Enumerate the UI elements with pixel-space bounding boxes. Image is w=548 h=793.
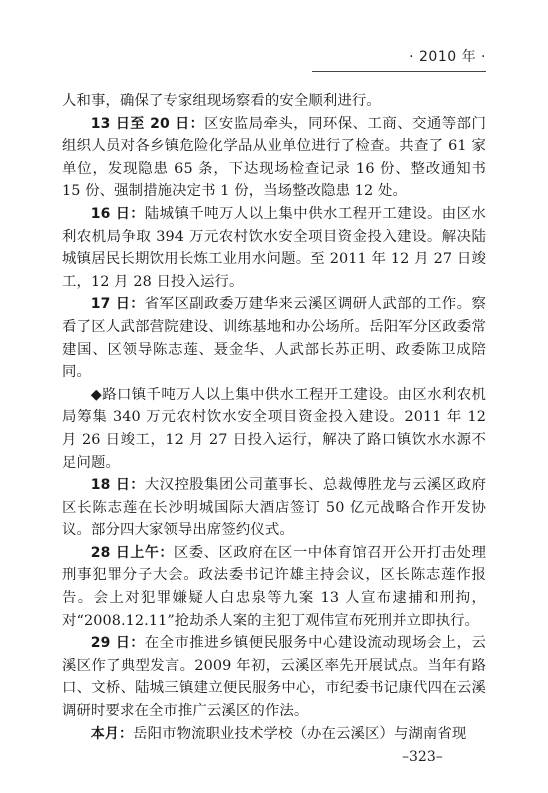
entry-date: 17 日： <box>90 296 145 313</box>
entry-date: 本月： <box>90 725 134 742</box>
paragraph-text: 区委、区政府在区一中体育馆召开公开打击处理刑事犯罪分子大会。政法委书记许雄主持会议，区长陈志莲作报告。会上对犯罪嫌疑人白忠泉等九案 13 人宣布逮捕和刑拘，对“2008.12.11”抢劫杀人案的主犯丁观伟宣布死刑并立即执行。 <box>62 544 486 629</box>
paragraph <box>62 723 486 746</box>
paragraph <box>62 632 486 722</box>
paragraph-text: 岳阳市物流职业技术学校（办在云溪区）与湖南省现 <box>133 725 467 742</box>
paragraph-text: 省军区副政委万建华来云溪区调研人武部的工作。察看了区人武部营院建设、训练基地和办公场所。岳阳军分区政委常建国、区领导陈志莲、聂金华、人武部长苏正明、政委陈卫成陪同。 <box>62 296 486 381</box>
paragraph-text: 陆城镇千吨万人以上集中供水工程开工建设。由区水利农机局争取 394 万元农村饮水安全项目资金投入建设。解决陆城镇居民长期饮用长炼工业用水问题。至 2011 年 12 月 27 日竣工，12 月 28 日投入运行。 <box>62 205 486 290</box>
paragraph-text: 人和事，确保了专家组现场察看的安全顺利进行。 <box>62 93 381 109</box>
paragraph <box>62 474 486 542</box>
entry-date: 16 日： <box>90 205 145 222</box>
running-header: · 2010 年 · <box>409 49 486 65</box>
paragraph <box>62 90 486 113</box>
paragraph <box>62 113 486 203</box>
paragraph <box>62 384 486 474</box>
paragraph-text: 大汉控股集团公司董事长、总裁傅胜龙与云溪区政府区长陈志莲在长沙明城国际大酒店签订 50 亿元战略合作开发协议。部分四大家领导出席签约仪式。 <box>62 477 486 539</box>
entry-date: 13 日至 20 日： <box>90 115 205 132</box>
paragraph-text: 在全市推进乡镇便民服务中心建设流动现场会上，云溪区作了典型发言。2009 年初，云溪区率先开展试点。当年有路口、文桥、陆城三镇建立便民服务中心，市纪委书记康代四在云溪调研时要求在全市推广云溪区的作法。 <box>62 635 486 720</box>
paragraph-text: ◆路口镇千吨万人以上集中供水工程开工建设。由区水利农机局筹集 340 万元农村饮水安全项目资金投入建设。2011 年 12 月 26 日竣工，12 月 27 日投入运行，解决了路口镇饮水水源不足问题。 <box>62 386 486 471</box>
entry-date: 29 日： <box>90 635 145 652</box>
entry-date: 18 日： <box>90 477 145 494</box>
paragraph-text: 区安监局牵头，同环保、工商、交通等部门组织人员对各乡镇危险化学品从业单位进行了检查。共查了 61 家单位，发现隐患 65 条，下达现场检查记录 16 份、整改通知书 15 份、强制措施决定书 1 份，当场整改隐患 12 处。 <box>62 115 487 200</box>
header-rule <box>312 71 486 72</box>
paragraph <box>62 203 486 293</box>
paragraph <box>62 542 486 632</box>
entry-date: 28 日上午： <box>90 544 174 561</box>
page-number: –323– <box>402 749 443 765</box>
paragraph <box>62 293 486 383</box>
page-body <box>62 90 486 745</box>
